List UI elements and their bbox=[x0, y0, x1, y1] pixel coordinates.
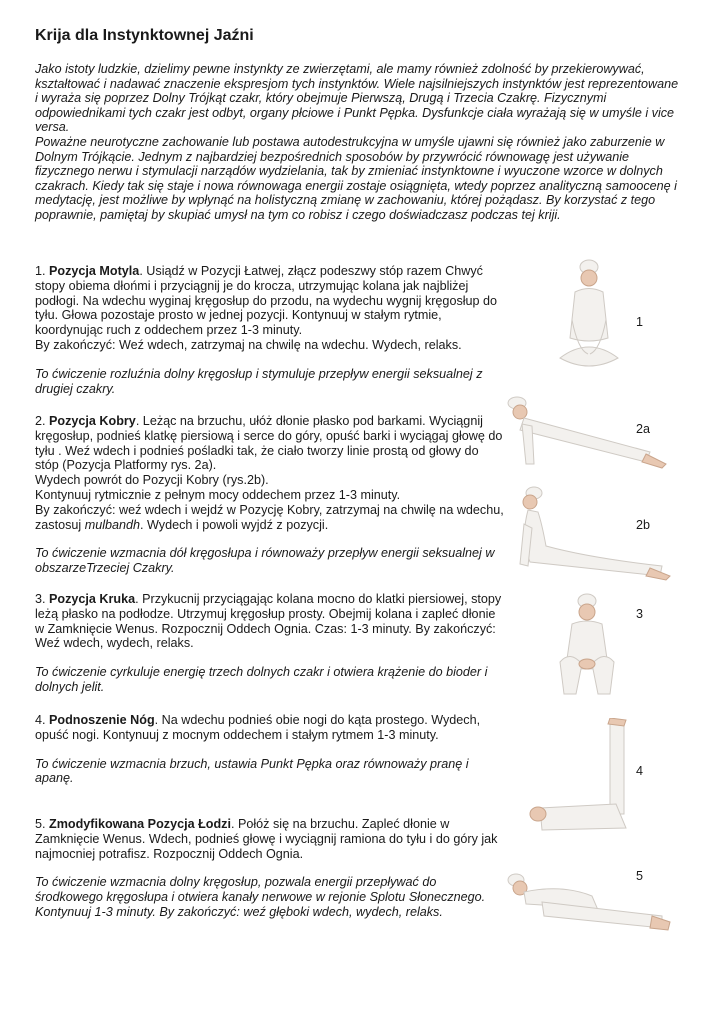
exercise-name: Podnoszenie Nóg bbox=[49, 713, 155, 727]
exercise-text: . Na wdechu podnieś obie nogi do kąta prostego. Wydech, opuść nogi. Kontynuuj z mocnym oddechem i stałym rytmem 1-3 minuty. bbox=[35, 713, 481, 742]
figure-label: 4 bbox=[636, 764, 644, 778]
exercise-text: . Leżąc na brzuchu, ułóż dłonie płasko pod barkami. Wyciągnij kręgosłup, podnieś klatkę piersiową i serce do góry, opuść barki i wyciągaj głowę do tyłu . Weź wdech i podnieś pośladki tak, że ciało tworzy linie prostą od głowy do stóp (Pozycja Platformy rys. 2a). bbox=[35, 414, 503, 473]
figure-butterfly-pose bbox=[548, 258, 630, 376]
figure-crow-pose bbox=[552, 592, 622, 702]
exercise-note: To ćwiczenie cyrkuluje energię trzech dolnych czakr i otwiera krążenie do bioder i dolnych jelit. bbox=[35, 665, 488, 694]
intro-paragraph: Jako istoty ludzkie, dzielimy pewne instynkty ze zwierzętami, ale mamy również zdolność by przekierowywać, kształtować i nadawać znaczenie ekspresjom tych instynktów. Wiele najsilniejszych instynktów jest reprezentowane i wyraża się poprzez Dolny Trójkąt czakr, który obejmuje Pierwszą, Drugą i Trzecia Czakrę. Fizycznymi odpowiednikami tych czakr jest odbyt, organy płciowe i Punkt Pępka. Dysfunkcje ciała wyrażają się w umyśle i vice versa. bbox=[35, 62, 679, 135]
figure-label: 2b bbox=[636, 518, 651, 532]
exercise-text: . Połóż się na brzuchu. Zapleć dłonie w Zamknięcie Wenus. Wdech, podnieś głowę i wyciągnij ramiona do tyłu i do góry jak najmocniej potrafisz. Rozpocznij Oddech Ognia. bbox=[35, 817, 498, 861]
exercise-name: Pozycja Kruka bbox=[49, 592, 136, 606]
exercise-number: 2. bbox=[35, 414, 46, 428]
figure-boat-pose bbox=[502, 866, 672, 946]
figure-label: 3 bbox=[636, 607, 644, 621]
exercise-name: Zmodyfikowana Pozycja Łodzi bbox=[49, 817, 231, 831]
exercise-text: . Wydech i powoli wyjdź z pozycji. bbox=[140, 517, 329, 532]
figure-label: 5 bbox=[636, 869, 644, 883]
intro-text bbox=[35, 62, 683, 223]
exercise-text: Kontynuuj rytmicznie z pełnym mocy oddechem przez 1-3 minuty. bbox=[35, 487, 401, 502]
figure-label: 2a bbox=[636, 422, 651, 436]
exercise-5 bbox=[35, 817, 505, 920]
figure-label: 1 bbox=[636, 315, 644, 329]
exercise-1 bbox=[35, 264, 505, 396]
exercise-text: Wydech powrót do Pozycji Kobry (rys.2b). bbox=[35, 473, 269, 488]
exercise-note: To ćwiczenie wzmacnia dół kręgosłupa i równoważy przepływ energii seksualnej w obszarzeTrzeciej Czakry. bbox=[35, 546, 495, 576]
exercise-note: To ćwiczenie wzmacnia dolny kręgosłup, pozwala energii przepływać do środkowego kręgosłupa i otwiera kanały nerwowe w rejonie Splotu Słonecznego. Kontynuuj 1-3 minuty. By zakończyć: weź głęboki wdech, wydech, relaks. bbox=[35, 875, 486, 919]
exercise-text: By zakończyć: weź wdech i wejdź w Pozycję Kobry, zatrzymaj na chwilę na wdechu, zastosuj bbox=[35, 502, 504, 532]
exercise-number: 4. bbox=[35, 713, 46, 727]
exercise-4 bbox=[35, 713, 505, 786]
exercise-text: By zakończyć: Weź wdech, zatrzymaj na chwilę na wdechu. Wydech, relaks. bbox=[35, 337, 462, 352]
exercise-3 bbox=[35, 592, 505, 695]
exercise-note: To ćwiczenie wzmacnia brzuch, ustawia Punkt Pępka oraz równoważy pranę i apanę. bbox=[35, 756, 469, 786]
exercise-2 bbox=[35, 414, 505, 576]
exercise-number: 3. bbox=[35, 592, 46, 606]
intro-paragraph: Poważne neurotyczne zachowanie lub postawa autodestrukcyjna w umyśle ujawni się również jako zaburzenie w Dolnym Trójkącie. Jednym z najbardziej bezpośrednich sposobów by przywrócić równowagę jest używanie fizycznego nerwu i stymulacji narządów wydzielania, tak by zmieniać instynktowne i wyuczone wzorce w dolnych czakrach. Kiedy tak się staje i nowa równowaga energii zostaje osiągnięta, wtedy poprzez analityczną samoocenę i medytację, jest możliwe by wpłynąć na holistyczną zmianę w zachowaniu, której pożądasz. By korzystać z tego poprawnie, pamiętaj by skupiać umysł na tym co robisz i czego doświadczasz podczas tej kriji. bbox=[35, 134, 677, 222]
exercise-text: . Usiądź w Pozycji Łatwej, złącz podeszwy stóp razem Chwyć stopy obiema dłońmi i przyciągnij je do krocza, utrzymując kolana jak najbliżej podłogi. Na wdechu wyginaj kręgosłup do przodu, na wydechu wygnij kręgosłup do tyłu. Głowa pozostaje prosto w jednej pozycji. Kontynuuj w stałym rytmie, koordynując ruch z oddechem przez 1-3 minuty. bbox=[35, 264, 498, 338]
figure-cobra-pose bbox=[500, 484, 672, 582]
page-title: Krija dla Instynktownej Jaźni bbox=[35, 27, 254, 44]
figure-leg-lift bbox=[526, 718, 638, 840]
exercise-note: To ćwiczenie rozluźnia dolny kręgosłup i stymuluje przepływ energii seksualnej z drugiej czakry. bbox=[35, 366, 483, 396]
exercise-term: mulbandh bbox=[84, 517, 141, 532]
exercise-name: Pozycja Motyla bbox=[49, 264, 140, 278]
exercise-name: Pozycja Kobry bbox=[49, 414, 136, 428]
exercise-number: 1. bbox=[35, 264, 46, 278]
exercise-number: 5. bbox=[35, 817, 46, 831]
exercise-text: . Przykucnij przyciągając kolana mocno do klatki piersiowej, stopy leżą płasko na podłodze. Utrzymuj kręgosłup prosty. Obejmij kolana i zapleć dłonie w Zamknięcie Wenus. Rozpocznij Oddech Ognia. Czas: 1-3 minuty. By zakończyć: Weź wdech, wydech, relaks. bbox=[35, 592, 502, 651]
